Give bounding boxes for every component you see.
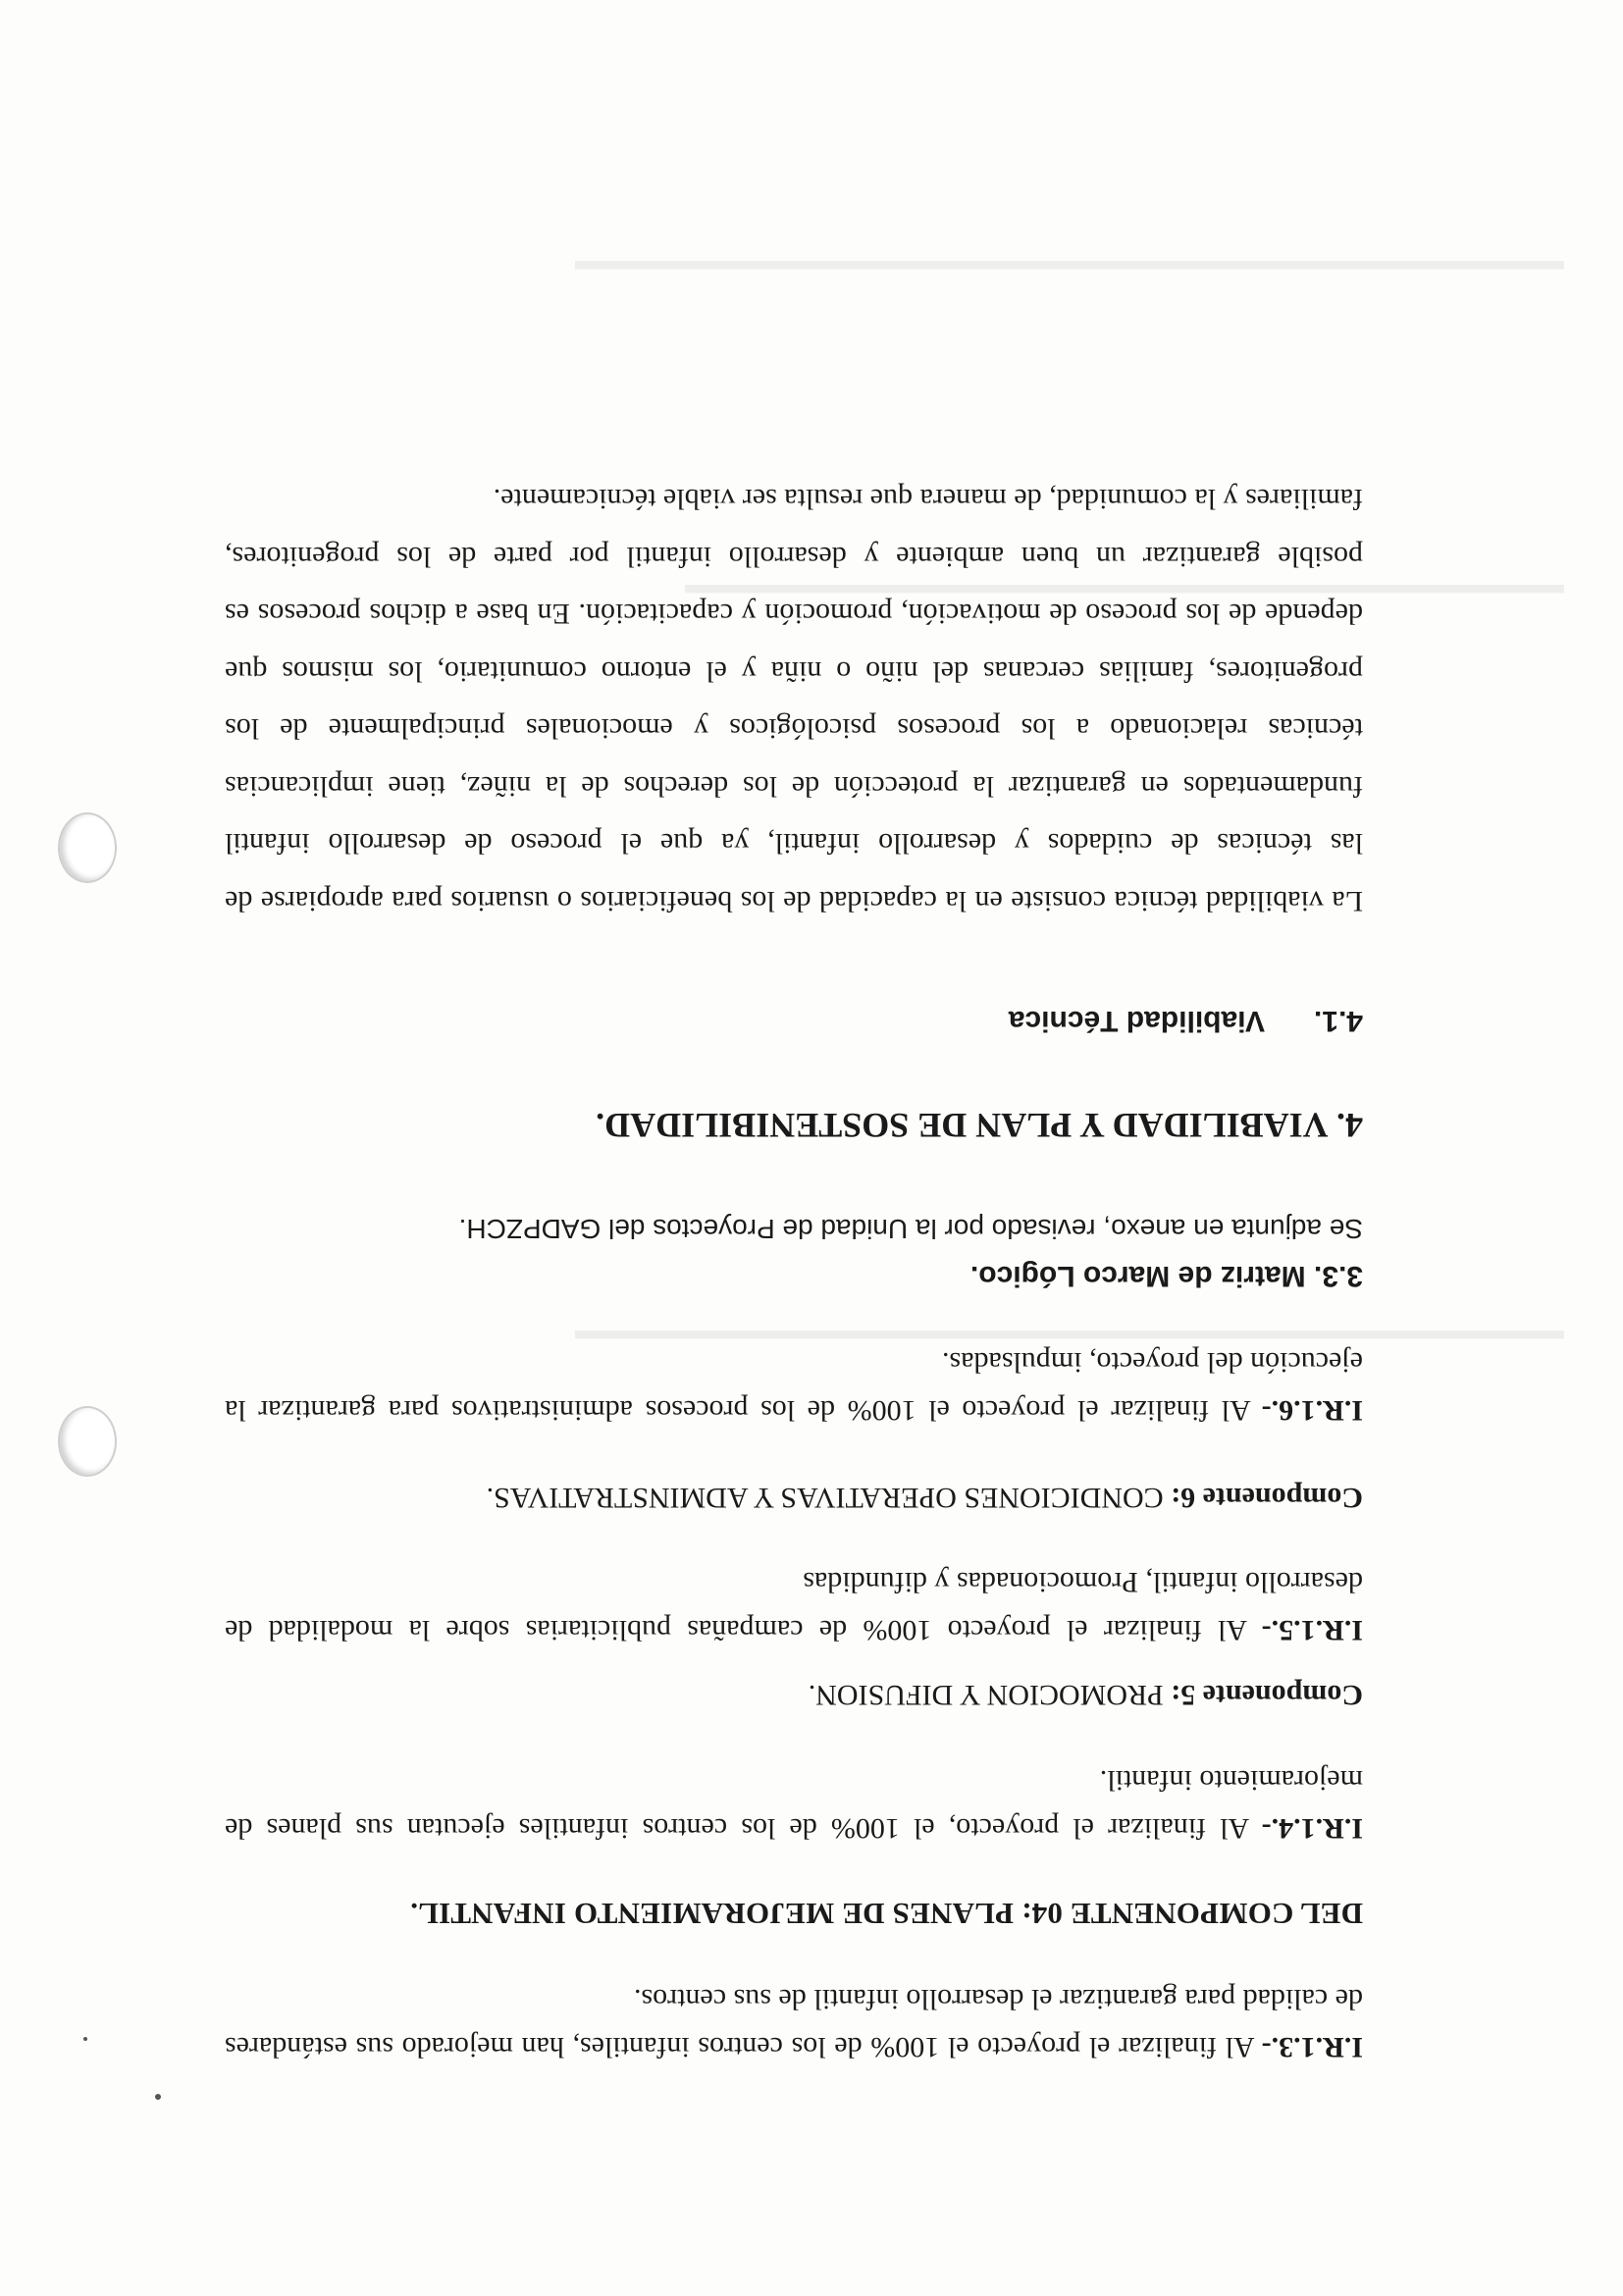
component-5-heading xyxy=(225,1671,1363,1719)
indicator-text: Al finalizar el proyecto 100% de campañas publicitarias sobre la modalidad de desarrollo infantil, Promocionadas y difundidas xyxy=(225,1566,1363,1646)
component-text: PROMOCION Y DIFUSION. xyxy=(808,1679,1172,1712)
component-text: CONDICIONES OPERATIVAS Y ADMINSTRATIVAS. xyxy=(486,1481,1172,1514)
component-04-heading: DEL COMPONENTE 04: PLANES DE MEJORAMIENTO INFANTIL. xyxy=(409,1896,1363,1931)
indicator-ir-1-3 xyxy=(225,1975,1363,2070)
section-3-3-heading: 3.3. Matriz de Marco Lógico. xyxy=(969,1259,1363,1292)
component-label: Componente 5: xyxy=(1171,1679,1363,1712)
bleed-through-text: ▬▬▬▬▬▬▬▬▬▬▬▬▬▬▬▬▬▬▬▬▬▬▬▬▬▬▬▬▬▬▬▬▬▬▬▬ xyxy=(575,1324,1564,1354)
indicator-text: Al finalizar el proyecto, el 100% de los centros infantiles ejecutan sus planes de mejoramiento infantil. xyxy=(225,1764,1363,1845)
scan-speck xyxy=(155,2094,161,2100)
section-3-3-text: Se adjunta en anexo, revisado por la Unidad de Proyectos del GADPZCH. xyxy=(458,1214,1363,1245)
page-body xyxy=(225,470,1363,2070)
punch-hole xyxy=(58,1406,117,1477)
indicator-label: I.R.1.5.- xyxy=(1261,1613,1363,1646)
indicator-text: Al finalizar el proyecto el 100% de los procesos administrativos para garantizar la ejecución del proyecto, impulsadas. xyxy=(225,1346,1363,1428)
punch-hole xyxy=(58,812,117,883)
section-title: Viabilidad Técnica xyxy=(1008,1004,1265,1037)
indicator-text: Al finalizar el proyecto el 100% de los centros infantiles, han mejorado sus estándares de calidad para garantizar el desarrollo infantil de sus centros. xyxy=(225,1983,1363,2063)
section-4-1-text: La viabilidad técnica consiste en la capacidad de los beneficiarios o usuarios para apropiarse de las técnicas de cuidados y desarrollo infantil, ya que el proceso de desarrollo infantil fundamentados en garantizar la protección de los derechos de la niñez, tiene implicancias técnicas relacionado a los procesos psicológicos y emocionales principalmente de los progenitores, familias cercanas del niño o niña y el entorno comunitario, los mismos que depende de los proceso de motivación, promoción y capacitación. En base a dichos procesos es posible garantizar un buen ambiente y desarrollo infantil por parte de los progenitores, familiares y la comunidad, de manera que resulta ser viable técnicamente. xyxy=(225,483,1363,917)
indicator-label: I.R.1.4.- xyxy=(1261,1811,1363,1845)
component-6-heading xyxy=(225,1473,1363,1521)
indicator-label: I.R.1.3.- xyxy=(1261,2031,1363,2063)
indicator-label: I.R.1.6.- xyxy=(1261,1394,1363,1428)
section-4-1-heading xyxy=(225,996,1363,1044)
indicator-ir-1-4 xyxy=(225,1755,1363,1851)
section-number: 4.1. xyxy=(1313,1004,1363,1037)
indicator-ir-1-5 xyxy=(225,1558,1363,1653)
component-label: Componente 6: xyxy=(1171,1481,1363,1514)
scan-speck xyxy=(83,2037,87,2041)
bleed-through-text: ▬▬▬▬▬▬▬▬▬▬▬▬▬▬▬▬▬▬▬▬▬▬▬▬▬▬▬▬▬▬▬▬ xyxy=(685,578,1564,608)
section-4-heading: 4. VIABILIDAD Y PLAN DE SOSTENIBILIDAD. xyxy=(596,1105,1363,1145)
indicator-ir-1-6 xyxy=(225,1338,1363,1434)
bleed-through-text: ▬▬▬▬▬▬▬▬▬▬▬▬▬▬▬▬▬▬▬▬▬▬▬▬▬▬▬▬▬▬▬▬▬▬▬▬ xyxy=(575,254,1564,285)
